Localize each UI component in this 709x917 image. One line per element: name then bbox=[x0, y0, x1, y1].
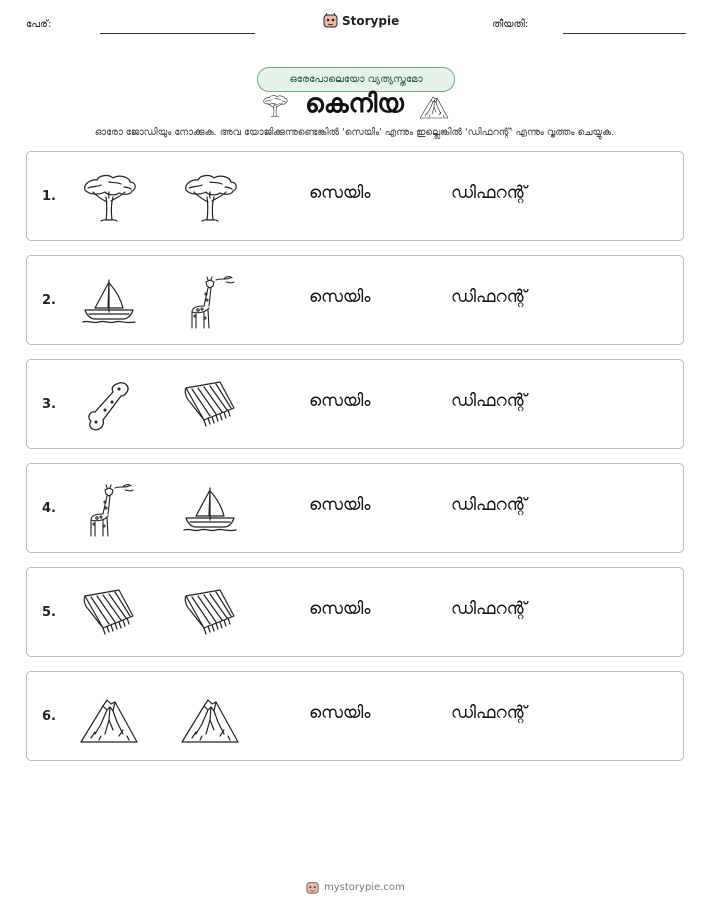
blanket-icon bbox=[180, 378, 240, 434]
question-card-6 bbox=[26, 671, 684, 761]
acacia-tree-icon bbox=[180, 170, 240, 226]
same-option[interactable]: സെയിം bbox=[309, 391, 371, 411]
date-label: തീയതി: bbox=[492, 19, 529, 30]
question-number: 4. bbox=[42, 501, 56, 516]
instructions: ഓരോ ജോഡിയും നോക്കുക. അവ യോജിക്കുന്നുണ്ടെങ്കിൽ 'സെയിം' എന്നും ഇല്ലെങ്കിൽ 'ഡിഫറന്റ്' എന്നും വൃത്തം ചെയ്യുക. bbox=[94, 127, 615, 138]
date-field[interactable] bbox=[563, 33, 686, 34]
mountain-icon bbox=[180, 690, 240, 746]
acacia-tree-icon bbox=[79, 170, 139, 226]
name-label: പേര്: bbox=[26, 19, 52, 30]
bone-icon bbox=[79, 378, 139, 434]
mountain-icon bbox=[416, 92, 452, 120]
brand-name: Storypie bbox=[342, 13, 400, 28]
question-card-4 bbox=[26, 463, 684, 553]
question-number: 3. bbox=[42, 397, 56, 412]
question-number: 6. bbox=[42, 709, 56, 724]
same-option[interactable]: സെയിം bbox=[309, 287, 371, 307]
question-card-1 bbox=[26, 151, 684, 241]
same-option[interactable]: സെയിം bbox=[309, 495, 371, 515]
blanket-icon bbox=[180, 586, 240, 642]
different-option[interactable]: ഡിഫറന്റ് bbox=[451, 183, 527, 203]
question-card-5 bbox=[26, 567, 684, 657]
different-option[interactable]: ഡിഫറന്റ് bbox=[451, 495, 527, 515]
giraffe-icon bbox=[180, 274, 240, 330]
mountain-icon bbox=[79, 690, 139, 746]
footer-website[interactable]: mystorypie.com bbox=[324, 882, 405, 893]
question-number: 2. bbox=[42, 293, 56, 308]
same-option[interactable]: സെയിം bbox=[309, 183, 371, 203]
page-title: കെനിയ bbox=[305, 89, 404, 119]
different-option[interactable]: ഡിഫറന്റ് bbox=[451, 599, 527, 619]
giraffe-icon bbox=[79, 482, 139, 538]
brand-logo bbox=[323, 13, 399, 28]
question-number: 5. bbox=[42, 605, 56, 620]
sailboat-icon bbox=[79, 274, 139, 330]
worksheet-type-badge: ഒരേപോലെയോ വ്യത്യസ്തമോ bbox=[257, 67, 455, 92]
storypie-mascot-icon bbox=[323, 13, 338, 28]
question-card-3 bbox=[26, 359, 684, 449]
sailboat-icon bbox=[180, 482, 240, 538]
same-option[interactable]: സെയിം bbox=[309, 703, 371, 723]
different-option[interactable]: ഡിഫറന്റ് bbox=[451, 287, 527, 307]
different-option[interactable]: ഡിഫറന്റ് bbox=[451, 391, 527, 411]
question-number: 1. bbox=[42, 189, 56, 204]
name-field[interactable] bbox=[100, 33, 255, 34]
storypie-mascot-icon bbox=[306, 881, 319, 894]
different-option[interactable]: ഡിഫറന്റ് bbox=[451, 703, 527, 723]
question-card-2 bbox=[26, 255, 684, 345]
footer bbox=[306, 881, 405, 894]
blanket-icon bbox=[79, 586, 139, 642]
same-option[interactable]: സെയിം bbox=[309, 599, 371, 619]
